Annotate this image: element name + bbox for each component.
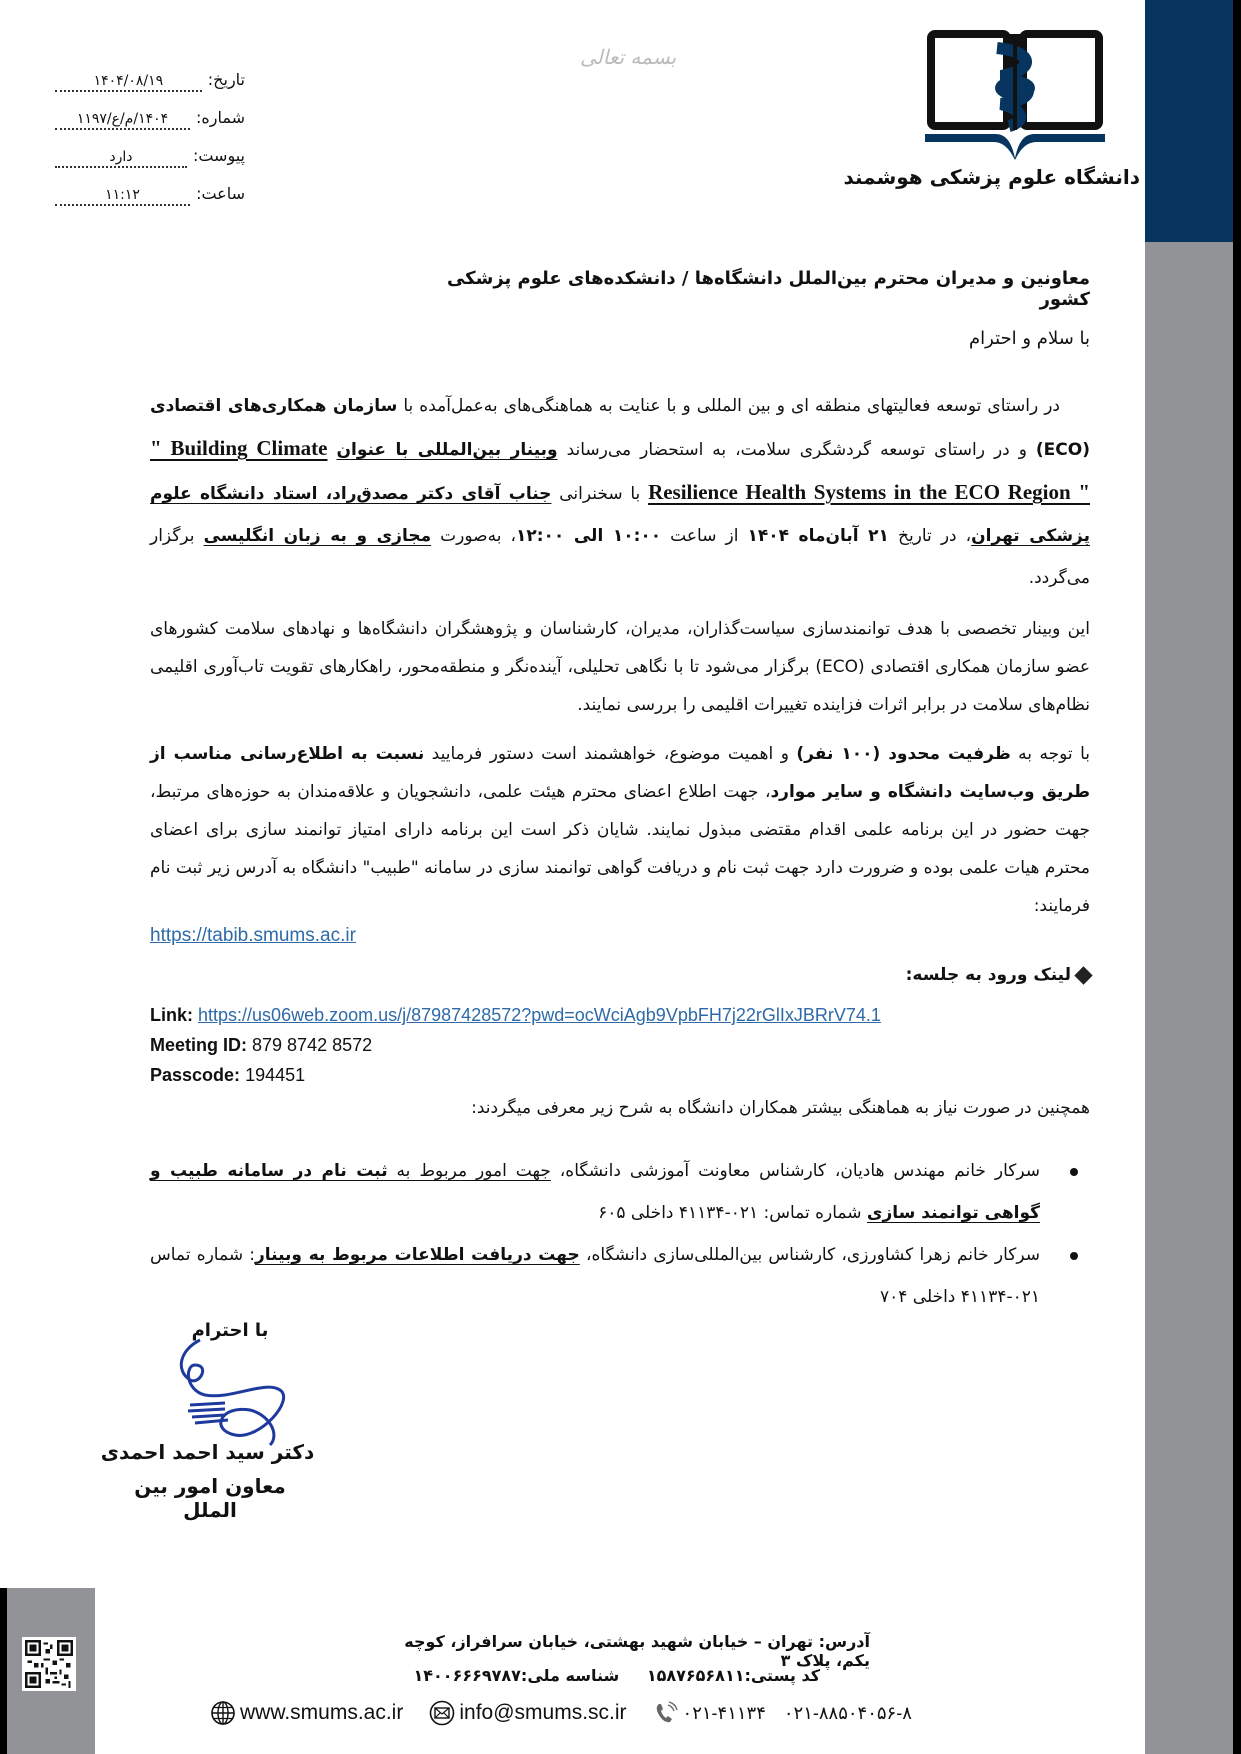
zoom-meeting-link[interactable]: https://us06web.zoom.us/j/87987428572?pwd=ocWciAgb9VpbFH7j22rGlIxJBRrV74.1 bbox=[198, 1005, 881, 1025]
contact-item bbox=[150, 1150, 1090, 1234]
diamond-bullet-icon bbox=[1074, 966, 1092, 984]
right-band-line bbox=[1233, 0, 1241, 1754]
contact-2-text: سرکار خانم زهرا کشاورزی، کارشناس بین‌المللی‌سازی دانشگاه، bbox=[579, 1245, 1040, 1265]
globe-icon bbox=[210, 1700, 236, 1726]
date-value: ۱۴۰۴/۰۸/۱۹ bbox=[55, 73, 202, 92]
phone-icon bbox=[653, 1700, 679, 1726]
footer-ids bbox=[380, 1666, 820, 1685]
national-id: شناسه ملی:۱۴۰۰۶۶۶۹۷۸۷ bbox=[413, 1666, 620, 1685]
greeting: با سلام و احترام bbox=[969, 328, 1090, 349]
p3-text-3: ، جهت اطلاع اعضای محترم هیئت علمی، دانشجویان و علاقه‌مندان به حوزه‌های مرتبط، جهت حضور در این برنامه علمی اقدام مقتضی مبذول نمایند. شایان ذکر است این برنامه دارای امتیاز توانمند سازی برای اعضای محترم هیات علمی بوده و ضرورت دارد جهت ثبت نام و دریافت گواهی توانمند سازی در سامانه "طبیب" دانشگاه به آدرس زیر ثبت نام فرمایند: bbox=[150, 782, 1090, 916]
meeting-id-row bbox=[150, 1030, 881, 1060]
contact-1-purpose-bold: ثبت نام در سامانه طبیب و گواهی توانمند سازی bbox=[150, 1161, 1040, 1223]
webinar-date: ۲۱ آبان‌ماه ۱۴۰۴ bbox=[747, 526, 889, 546]
p3-text-2: و اهمیت موضوع، خواهشمند است دستور فرمایید bbox=[424, 744, 797, 764]
mail-icon bbox=[429, 1700, 455, 1726]
link-label: Link: bbox=[150, 1005, 193, 1025]
p1-text-5: از ساعت bbox=[661, 526, 748, 546]
session-title bbox=[700, 965, 1090, 985]
p1-text-2: و در راستای توسعه گردشگری سلامت، به استحضار می‌رساند bbox=[557, 440, 1036, 460]
footer-contact bbox=[210, 1700, 990, 1726]
webinar-title: " Building Climate Resilience Health Systems in the ECO Region " bbox=[150, 436, 1090, 504]
number-label: شماره: bbox=[195, 108, 245, 127]
dissemination-request: نسبت به اطلاع‌رسانی مناسب از طریق وب‌سایت دانشگاه و سایر موارد bbox=[150, 744, 1091, 802]
speaker-name: جناب آقای دکتر مصدق‌راد، استاد دانشگاه علوم پزشکی تهران bbox=[150, 484, 1090, 546]
contact-2-phone: : شماره تماس ۰۲۱-۴۱۱۳۴ داخلی ۷۰۴ bbox=[150, 1245, 1040, 1307]
p1-text-6: ، به‌صورت bbox=[431, 526, 516, 546]
paragraph-objective: این وبینار تخصصی با هدف توانمندسازی سیاست‌گذاران، مدیران، کارشناسان و پژوهشگران دانشگاه‌ها و نهادهای سلامت کشورهای عضو سازمان همکاری اقتصادی (ECO) برگزار می‌شود تا با نگاهی تحلیلی، آینده‌نگر و منطقه‌محور، راهکارهای تقویت تاب‌آوری اقلیمی نظام‌های سلامت در برابر اثرات فزاینده تغییرات اقلیمی را بررسی نمایند. bbox=[150, 619, 1090, 715]
university-logo bbox=[925, 30, 1105, 160]
email-item bbox=[429, 1700, 626, 1726]
meta-number bbox=[55, 108, 245, 146]
tabib-registration-link[interactable]: https://tabib.smums.ac.ir bbox=[150, 925, 356, 946]
webinar-time: ۱۰:۰۰ الی ۱۲:۰۰ bbox=[515, 526, 662, 546]
p1-text-1: در راستای توسعه فعالیتهای منطقه ای و بین المللی و با عنایت به هماهنگی‌های به‌عمل‌آمده با bbox=[397, 396, 1060, 416]
meeting-id-value: 879 8742 8572 bbox=[252, 1035, 373, 1055]
logo-caption: دانشگاه علوم پزشکی هوشمند bbox=[843, 165, 1140, 189]
p1-text-3: با سخنرانی bbox=[551, 484, 649, 504]
date-label: تاریخ: bbox=[207, 70, 245, 89]
p1-webinar-label: وبینار بین‌المللی با عنوان bbox=[336, 440, 558, 460]
number-value: ۱۴۰۴/م/ع/۱۱۹۷ bbox=[55, 111, 190, 130]
website-url[interactable]: www.smums.ac.ir bbox=[240, 1701, 404, 1724]
contact-1-purpose: جهت امور مربوط به bbox=[387, 1161, 551, 1181]
phone-number-2: ۰۲۱-۸۸۵۰۴۰۵۶-۸ bbox=[783, 1702, 912, 1723]
attachment-label: پیوست: bbox=[192, 146, 245, 165]
email-address[interactable]: info@smums.sc.ir bbox=[459, 1701, 627, 1724]
p3-text-1: با توجه به bbox=[1010, 744, 1090, 764]
left-footer-line bbox=[0, 1588, 7, 1754]
signer-title: معاون امور بین الملل bbox=[134, 1474, 286, 1522]
p1-eco-org: سازمان همکاری‌های اقتصادی (ECO) bbox=[150, 396, 1090, 460]
p1-text-7: برگزار می‌گردد. bbox=[150, 526, 1090, 588]
meeting-id-label: Meeting ID: bbox=[150, 1035, 247, 1055]
paragraph-request bbox=[150, 735, 1090, 925]
contact-2-purpose: جهت دریافت اطلاعات مربوط به وبینار bbox=[255, 1245, 580, 1265]
meta-attachment bbox=[55, 146, 245, 184]
postal-code: کد پستی:۱۵۸۷۶۵۶۸۱۱ bbox=[646, 1666, 820, 1685]
right-band-gray bbox=[1145, 242, 1233, 1754]
recipient-line: معاونین و مدیران محترم بین‌الملل دانشگاه‌ها / دانشکده‌های علوم پزشکی کشور bbox=[446, 268, 1090, 310]
passcode-row bbox=[150, 1060, 881, 1090]
zoom-link-row bbox=[150, 1000, 881, 1030]
paragraph-announcement bbox=[150, 385, 1090, 599]
webinar-format: مجازی و به زبان انگلیسی bbox=[203, 526, 432, 546]
bismillah: بسمه تعالی bbox=[580, 45, 677, 69]
zoom-meeting-info bbox=[150, 1000, 881, 1090]
signer-name: دکتر سید احمد احمدی bbox=[100, 1440, 315, 1464]
p1-text-4: ، در تاریخ bbox=[888, 526, 972, 546]
letter-meta bbox=[55, 70, 245, 222]
contacts-list bbox=[150, 1150, 1090, 1318]
time-value: ۱۱:۱۲ bbox=[55, 187, 190, 206]
qr-code-icon bbox=[22, 1637, 76, 1691]
meta-time bbox=[55, 184, 245, 222]
time-label: ساعت: bbox=[196, 184, 245, 203]
passcode-value: 194451 bbox=[245, 1065, 306, 1085]
passcode-label: Passcode: bbox=[150, 1065, 241, 1085]
session-title-text: لینک ورود به جلسه: bbox=[905, 965, 1071, 985]
contacts-intro: همچنین در صورت نیاز به هماهنگی بیشتر همکاران دانشگاه به شرح زیر معرفی میگردند: bbox=[471, 1098, 1090, 1118]
contact-1-phone: شماره تماس: ۰۲۱-۴۱۱۳۴ داخلی ۶۰۵ bbox=[598, 1203, 867, 1223]
contact-item bbox=[150, 1234, 1090, 1318]
website-item bbox=[210, 1700, 403, 1726]
attachment-value: دارد bbox=[55, 149, 187, 168]
phone-number-1: ۰۲۱-۴۱۱۳۴ bbox=[682, 1702, 766, 1723]
signature-icon bbox=[170, 1335, 300, 1450]
meta-date bbox=[55, 70, 245, 108]
right-band-navy bbox=[1145, 0, 1233, 242]
signoff: با احترام bbox=[191, 1320, 269, 1341]
capacity-note: ظرفیت محدود (۱۰۰ نفر) bbox=[796, 744, 1011, 764]
phone-item bbox=[653, 1700, 912, 1726]
footer-address: آدرس: تهران – خیابان شهید بهشتی، خیابان سرافراز، کوچه یکم، پلاک ۳ bbox=[404, 1632, 870, 1670]
contact-1-text: سرکار خانم مهندس هادیان، کارشناس معاونت آموزشی دانشگاه، bbox=[550, 1161, 1040, 1181]
